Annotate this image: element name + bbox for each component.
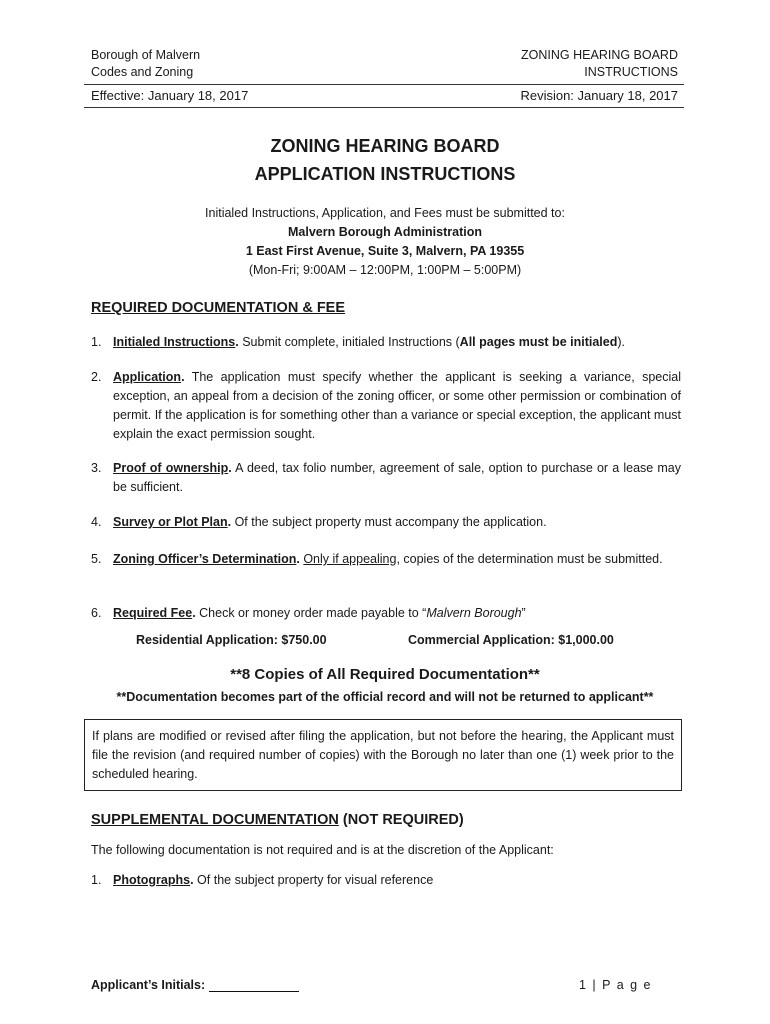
item-title: Application xyxy=(113,370,182,384)
item-text: Of the subject property for visual reference xyxy=(193,873,434,887)
list-item xyxy=(91,333,681,352)
item-text: Check or money order made payable to “ xyxy=(195,606,427,620)
item-number: 2. xyxy=(91,370,102,384)
item-title: Proof of ownership xyxy=(113,461,229,475)
header-right xyxy=(521,47,678,81)
title-line-2: APPLICATION INSTRUCTIONS xyxy=(254,164,516,184)
item-title: Photographs xyxy=(113,873,191,887)
revision-date: Revision: January 18, 2017 xyxy=(520,88,678,103)
item-number: 5. xyxy=(91,552,102,566)
initials-field[interactable] xyxy=(209,978,299,992)
list-item xyxy=(91,550,681,569)
item-title: Zoning Officer’s Determination xyxy=(113,552,297,566)
item-emphasis: All pages must be initialed xyxy=(459,335,618,349)
supplemental-intro: The following documentation is not required and is at the discretion of the Applicant: xyxy=(91,843,554,857)
revision-notice-box: If plans are modified or revised after filing the application, but not before the hearing, the Applicant must file the revision (and required number of copies) with the Borough no later than one (1) week prior to the scheduled hearing. xyxy=(84,719,682,791)
header-doc-title: ZONING HEARING BOARD xyxy=(521,48,678,62)
applicant-initials xyxy=(91,978,299,992)
fee-residential: Residential Application: $750.00 xyxy=(136,633,327,647)
item-title-dot: . xyxy=(296,552,300,566)
list-item xyxy=(91,604,681,623)
item-number: 6. xyxy=(91,606,102,620)
submission-office: Malvern Borough Administration xyxy=(288,225,482,239)
item-title-dot: . xyxy=(227,515,232,529)
effective-date: Effective: January 18, 2017 xyxy=(91,88,249,103)
submission-info xyxy=(0,204,770,280)
payee-name: Malvern Borough xyxy=(426,606,522,620)
copies-note: **8 Copies of All Required Documentation** xyxy=(230,666,540,683)
record-note: **Documentation becomes part of the official record and will not be returned to applicant** xyxy=(116,690,654,704)
submission-intro: Initialed Instructions, Application, and Fees must be submitted to: xyxy=(205,206,565,220)
item-title-dot: . xyxy=(190,873,194,887)
item-underlined: Only if appealing xyxy=(303,552,397,566)
header-divider xyxy=(84,84,684,85)
item-text: Submit complete, initialed Instructions ( xyxy=(238,335,460,349)
page-title xyxy=(0,132,770,188)
initials-label: Applicant’s Initials: xyxy=(91,978,206,992)
supplemental-heading xyxy=(91,812,464,828)
page-number: 1 | P a g e xyxy=(578,978,652,992)
submission-hours: (Mon-Fri; 9:00AM – 12:00PM, 1:00PM – 5:00PM) xyxy=(248,263,522,277)
item-number: 1. xyxy=(91,335,102,349)
item-title-dot: . xyxy=(228,461,232,475)
list-item xyxy=(91,513,681,532)
supplemental-heading-suffix: (NOT REQUIRED) xyxy=(338,812,464,828)
item-text: Of the subject property must accompany the application. xyxy=(231,515,547,529)
fee-commercial: Commercial Application: $1,000.00 xyxy=(408,633,614,647)
item-text: , copies of the determination must be submitted. xyxy=(396,552,663,566)
item-title-dot: . xyxy=(235,335,239,349)
list-item xyxy=(91,459,681,497)
item-title: Initialed Instructions xyxy=(113,335,236,349)
list-item xyxy=(91,871,681,890)
list-item xyxy=(91,368,681,444)
item-number: 3. xyxy=(91,461,102,475)
dept-name: Codes and Zoning xyxy=(91,65,194,79)
supplemental-heading-text: SUPPLEMENTAL DOCUMENTATION xyxy=(91,812,339,828)
item-tail: ). xyxy=(617,335,625,349)
item-text: The application must specify whether the applicant is seeking a variance, special exception, an appeal from a decision of the zoning officer, or some other permission or combination of permit. If the application is for something other than a variance or special exception, the applicant must explain the exact permission sought. xyxy=(113,370,681,441)
item-title-dot: . xyxy=(192,606,196,620)
header-left xyxy=(91,47,200,81)
header-divider-bottom xyxy=(84,107,684,108)
item-number: 1. xyxy=(91,873,102,887)
item-title: Required Fee xyxy=(113,606,193,620)
header-doc-type: INSTRUCTIONS xyxy=(584,65,678,79)
required-heading-text: REQUIRED DOCUMENTATION & FEE xyxy=(91,300,346,316)
org-name: Borough of Malvern xyxy=(91,48,201,62)
item-number: 4. xyxy=(91,515,102,529)
submission-address: 1 East First Avenue, Suite 3, Malvern, PA 19355 xyxy=(245,244,525,258)
title-line-1: ZONING HEARING BOARD xyxy=(270,136,500,156)
required-heading xyxy=(91,300,345,316)
item-text: A deed, tax folio number, agreement of sale, option to purchase or a lease may be sufficient. xyxy=(113,461,681,494)
item-title-dot: . xyxy=(181,370,185,384)
item-title: Survey or Plot Plan xyxy=(113,515,228,529)
item-tail: ” xyxy=(521,606,526,620)
